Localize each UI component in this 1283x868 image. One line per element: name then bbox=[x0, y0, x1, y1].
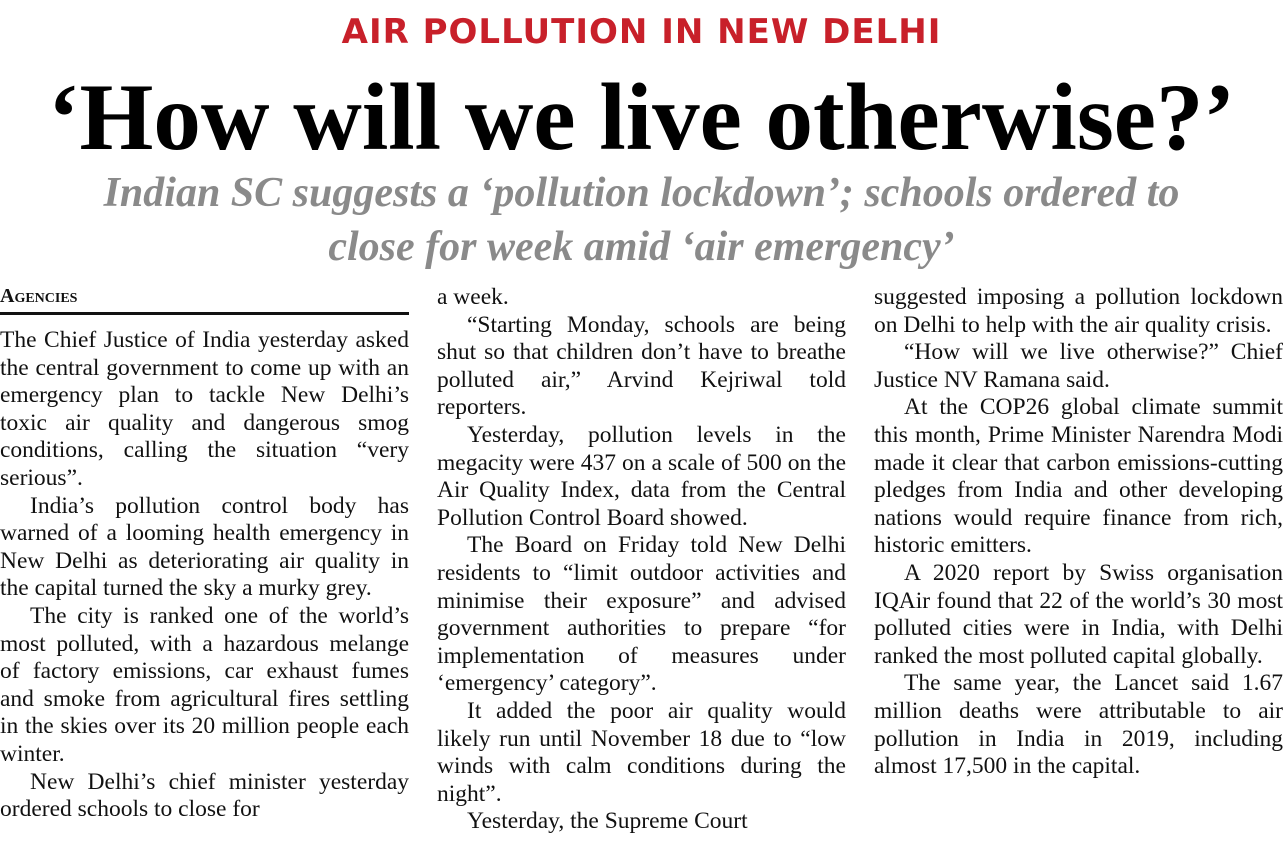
paragraph: Yesterday, the Supreme Court bbox=[467, 808, 748, 835]
paragraph: A 2020 report by Swiss organisation IQAir found that 22 of the world’s 30 most polluted cities were in India, with Delhi ranked the most polluted capital globally. bbox=[874, 559, 1283, 669]
section-kicker: AIR POLLUTION IN NEW DELHI bbox=[341, 12, 942, 52]
paragraph: a week. bbox=[437, 284, 509, 310]
paragraph: India’s pollution control body has warned of a looming health emergency in New Delhi as deteriorating air quality in the capital turned the sky a murky grey. bbox=[0, 492, 409, 602]
paragraph: The Chief Justice of India yesterday asked the central government to come up with an emergency plan to tackle New Delhi’s toxic air quality and dangerous smog conditions, calling the situation “very serious”. bbox=[0, 327, 409, 491]
headline: ‘How will we live otherwise?’ bbox=[47, 64, 1236, 170]
paragraph: It added the poor air quality would likely run until November 18 due to “low winds with calm conditions during the night”. bbox=[437, 697, 846, 807]
paragraph: Yesterday, pollution levels in the megacity were 437 on a scale of 500 on the Air Quality Index, data from the Central Pollution Control Board showed. bbox=[437, 421, 846, 531]
subheadline: Indian SC suggests a ‘pollution lockdown’; schools ordered to close for week amid ‘air emergency’ bbox=[103, 170, 1180, 270]
paragraph: suggested imposing a pollution lockdown on Delhi to help with the air quality crisis. bbox=[874, 284, 1283, 338]
paragraph: New Delhi’s chief minister yesterday ordered schools to close for bbox=[0, 768, 409, 823]
paragraph: At the COP26 global climate summit this month, Prime Minister Narendra Modi made it clear that carbon emissions-cutting pledges from India and other developing nations would require finance from rich, historic emitters. bbox=[874, 394, 1283, 559]
article-column-2 bbox=[437, 284, 846, 836]
paragraph: “Starting Monday, schools are being shut so that children don’t have to breathe polluted air,” Arvind Kejriwal told reporters. bbox=[437, 311, 846, 421]
paragraph: “How will we live otherwise?” Chief Justice NV Ramana said. bbox=[874, 339, 1283, 393]
paragraph: The Board on Friday told New Delhi residents to “limit outdoor activities and minimise their exposure” and advised government authorities to prepare “for implementation of measures under ‘emergency’ category”. bbox=[437, 532, 846, 697]
byline: Agencies bbox=[0, 284, 409, 315]
paragraph: The city is ranked one of the world’s most polluted, with a hazardous melange of factory emissions, car exhaust fumes and smoke from agricultural fires settling in the skies over its 20 million people each winter. bbox=[0, 602, 409, 767]
article-column-3 bbox=[874, 284, 1283, 781]
article-column-1 bbox=[0, 284, 409, 824]
paragraph: The same year, the Lancet said 1.67 million deaths were attributable to air pollution in India in 2019, including almost 17,500 in the capital. bbox=[874, 670, 1283, 780]
